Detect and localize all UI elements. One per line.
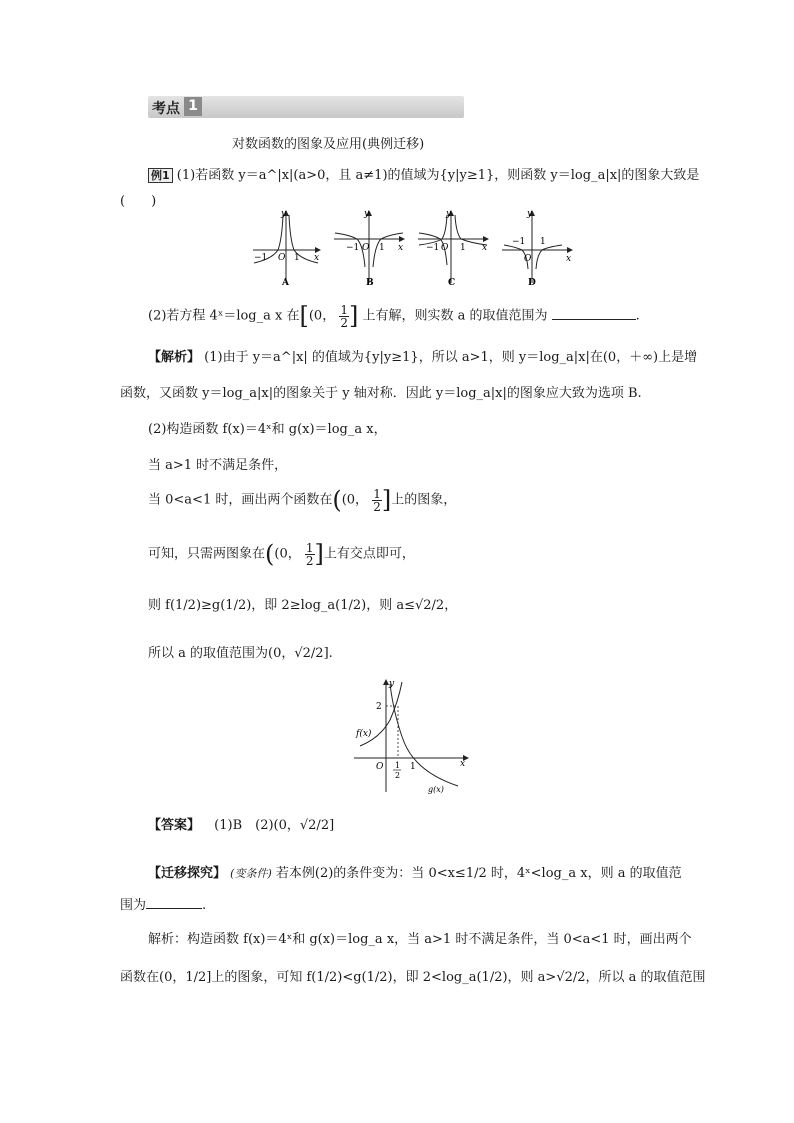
graph-b-y: y xyxy=(364,209,370,219)
graph-d-tick-neg1: −1 xyxy=(512,237,526,247)
example-q1-line2: ( ) xyxy=(120,194,157,209)
example-q2-prefix: (2)若方程 4ˣ＝log_a x 在 xyxy=(148,308,300,324)
example-q1-text: (1)若函数 y＝a^|x|(a>0，且 a≠1)的值域为{y|y≥1}，则函数 y＝log_a|x|的图象大致是 xyxy=(176,168,700,183)
graph-c-label: C xyxy=(448,278,456,288)
graph-b-tick-1: 1 xyxy=(379,243,385,253)
answer-text: (1)B (2)(0，√2/2] xyxy=(214,818,335,833)
section-header-bar xyxy=(148,96,464,118)
answer-blank-q2 xyxy=(552,319,636,320)
answer-line xyxy=(148,814,334,833)
graph-d-label: D xyxy=(528,278,536,288)
graph-a-tick-1: 1 xyxy=(294,253,300,263)
graph-d xyxy=(502,209,572,288)
ig-tick-1: 1 xyxy=(410,762,416,772)
transfer-line1 xyxy=(148,862,682,881)
graph-a-y: y xyxy=(281,209,287,219)
solution-s2-line1: (2)构造函数 f(x)＝4ˣ和 g(x)＝log_a x， xyxy=(148,422,387,437)
graph-b xyxy=(334,209,404,288)
example-q2-fraction: $\frac{1}{2}$ xyxy=(340,302,348,330)
solution-s1-line1: (1)由于 y＝a^|x| 的值域为{y|y≥1}，所以 a>1，则 y＝log_a|x|在(0，＋∞)上是增 xyxy=(204,350,698,365)
answer-blank-transfer xyxy=(146,908,202,909)
intersection-graph xyxy=(352,676,472,796)
ig-x: x xyxy=(460,759,466,769)
graph-c-x: x xyxy=(482,243,488,253)
graph-a-x: x xyxy=(314,253,320,263)
example-q2-interval: (0， xyxy=(308,308,336,324)
ig-tick-2: 2 xyxy=(376,702,382,712)
solution-s2-line3: 当 0<a<1 时，画出两个函数在((0， $\frac{1}{2}$ ]上的图象， xyxy=(148,486,457,514)
ig-gx: g(x) xyxy=(428,785,444,794)
graph-b-tick-neg1: −1 xyxy=(346,243,360,253)
graph-d-tick-1: 1 xyxy=(540,237,546,247)
solution-s2-line4: 可知，只需两图象在((0， $\frac{1}{2}$ ]上有交点即可， xyxy=(148,540,415,568)
example-q2-suffix: 上有解，则实数 a 的取值范围为 xyxy=(362,308,548,324)
section-label: 考点 xyxy=(152,101,180,117)
solution-s2-line5: 则 f(1/2)≥g(1/2)，即 2≥log_a(1/2)，则 a≤√2/2， xyxy=(148,598,458,613)
graph-b-x: x xyxy=(398,243,404,253)
topic-title: 对数函数的图象及应用(典例迁移) xyxy=(232,137,425,152)
graph-d-y: y xyxy=(527,209,533,219)
example-tag: 例1 xyxy=(148,168,173,183)
transfer-tag: (变条件) xyxy=(230,867,272,880)
graph-a-label: A xyxy=(282,278,289,288)
ig-fx: f(x) xyxy=(356,729,372,739)
graph-d-x: x xyxy=(566,254,572,264)
transfer-line2: 围为 . xyxy=(120,898,207,913)
solution-s1-line2: 函数，又函数 y＝log_a|x|的图象关于 y 轴对称．因此 y＝log_a|x|的图象应大致为选项 B. xyxy=(120,386,642,401)
section-number: 1 xyxy=(184,97,202,116)
graph-c-y: y xyxy=(446,209,452,219)
graph-b-origin: O xyxy=(362,243,370,253)
transfer-solution-line1: 解析：构造函数 f(x)＝4ˣ和 g(x)＝log_a x，当 a>1 时不满足条件，当 0<a<1 时，画出两个 xyxy=(148,932,692,947)
transfer-text: 若本例(2)的条件变为：当 0<x≤1/2 时，4ˣ<log_a x，则 a 的取值范 xyxy=(275,866,682,881)
example-q2: (2)若方程 4ˣ＝log_a x 在[(0， $\frac{1}{2}$ ] 上有解，则实数 a 的取值范围为 . xyxy=(148,302,640,330)
graph-b-label: B xyxy=(366,278,374,288)
graph-c-origin: O xyxy=(441,243,449,253)
ig-origin: O xyxy=(376,762,384,772)
ig-y: y xyxy=(389,679,395,689)
solution-label: 【解析】 xyxy=(148,350,201,365)
solution-line1 xyxy=(148,346,697,365)
solution-s2-line6: 所以 a 的取值范围为(0，√2/2]. xyxy=(148,646,333,661)
ig-half-den: 2 xyxy=(395,771,401,780)
ig-half-num: 1 xyxy=(395,761,401,770)
graph-c-tick-neg1: −1 xyxy=(426,243,440,253)
graph-a xyxy=(253,209,320,288)
graph-c xyxy=(418,209,488,288)
answer-label: 【答案】 xyxy=(148,818,201,833)
graph-a-tick-neg1: −1 xyxy=(254,253,268,263)
graph-c-tick-1: 1 xyxy=(460,243,466,253)
graph-a-origin: O xyxy=(278,253,286,263)
transfer-label: 【迁移探究】 xyxy=(148,866,227,881)
example-q1-line1 xyxy=(148,164,699,183)
option-graphs xyxy=(248,205,578,293)
solution-s2-line2: 当 a>1 时不满足条件， xyxy=(148,458,288,473)
transfer-solution-line2: 函数在(0，1/2]上的图象，可知 f(1/2)<g(1/2)，即 2<log_a(1/2)，则 a>√2/2，所以 a 的取值范围 xyxy=(120,970,706,985)
graph-d-origin: O xyxy=(524,254,532,264)
